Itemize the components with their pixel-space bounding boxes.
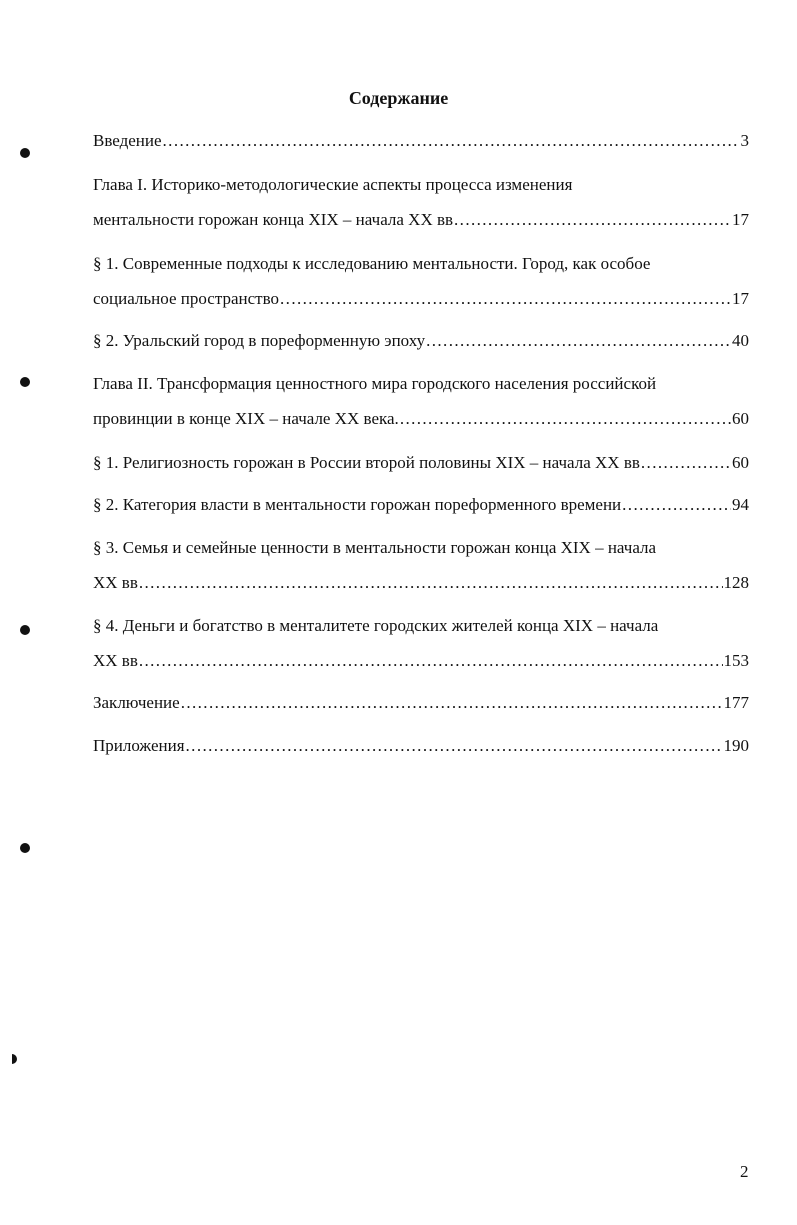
toc-page-number: 17 <box>732 210 749 229</box>
toc-entry-section-2-4-line1[interactable]: § 4. Деньги и богатство в менталитете городских жителей конца XIX – начала <box>93 616 659 635</box>
toc-page-number: 177 <box>723 693 749 712</box>
punch-hole-mark <box>20 377 30 387</box>
toc-entry-text: § 2. Уральский город в пореформенную эпоху <box>93 331 426 350</box>
toc-entry-text: социальное пространство <box>93 289 280 308</box>
toc-page-number: 3 <box>740 131 749 150</box>
toc-entry-section-2-1[interactable] <box>93 452 749 474</box>
toc-entry-section-1-1-line1[interactable]: § 1. Современные подходы к исследованию ментальности. Город, как особое <box>93 254 651 273</box>
punch-hole-mark <box>12 1054 17 1064</box>
toc-page-number: 17 <box>732 289 749 308</box>
toc-entry-text: § 2. Категория власти в ментальности горожан пореформенного времени <box>93 495 622 514</box>
page-number: 2 <box>740 1162 749 1181</box>
toc-entry-chapter-2[interactable] <box>93 408 749 430</box>
toc-page-number: 60 <box>732 409 749 428</box>
punch-hole-mark <box>20 148 30 158</box>
toc-entry-section-2-2[interactable] <box>93 494 749 516</box>
toc-entry-section-2-4[interactable] <box>93 650 749 672</box>
toc-entry-chapter-1[interactable] <box>93 209 749 231</box>
toc-page-number: 60 <box>732 453 749 472</box>
punch-hole-mark <box>20 625 30 635</box>
toc-page-number: 94 <box>732 495 749 514</box>
toc-entry-section-2-3-line1[interactable]: § 3. Семья и семейные ценности в ментальности горожан конца XIX – начала <box>93 538 657 557</box>
toc-entry-conclusion[interactable] <box>93 692 749 714</box>
toc-entry-text: провинции в конце XIX – начале XX века. <box>93 409 399 428</box>
toc-entry-text: Заключение <box>93 693 180 712</box>
toc-entry-text: § 1. Религиозность горожан в России второй половины XIX – начала XX вв <box>93 453 640 472</box>
toc-entry-section-1-1[interactable] <box>93 288 749 310</box>
toc-entry-section-1-2[interactable] <box>93 330 749 352</box>
toc-page-number: 153 <box>723 651 749 670</box>
toc-entry-chapter-2-line1[interactable]: Глава II. Трансформация ценностного мира городского населения российской <box>93 374 657 393</box>
punch-hole-mark <box>20 843 30 853</box>
toc-entry-chapter-1-line1[interactable]: Глава I. Историко-методологические аспекты процесса изменения <box>93 175 573 194</box>
toc-page-number: 190 <box>723 736 749 755</box>
toc-entry-text: Приложения <box>93 736 185 755</box>
toc-entry-text: XX вв <box>93 573 138 592</box>
toc-entry-section-2-3[interactable] <box>93 572 749 594</box>
toc-entry-text: ментальности горожан конца XIX – начала XX вв <box>93 210 454 229</box>
toc-entry-introduction[interactable] <box>93 130 749 152</box>
toc-page-number: 40 <box>732 331 749 350</box>
toc-entry-appendices[interactable] <box>93 735 749 757</box>
toc-entry-text: XX вв <box>93 651 138 670</box>
toc-page-number: 128 <box>723 573 749 592</box>
toc-entry-text: Введение <box>93 131 162 150</box>
page-title: Содержание <box>348 88 449 108</box>
